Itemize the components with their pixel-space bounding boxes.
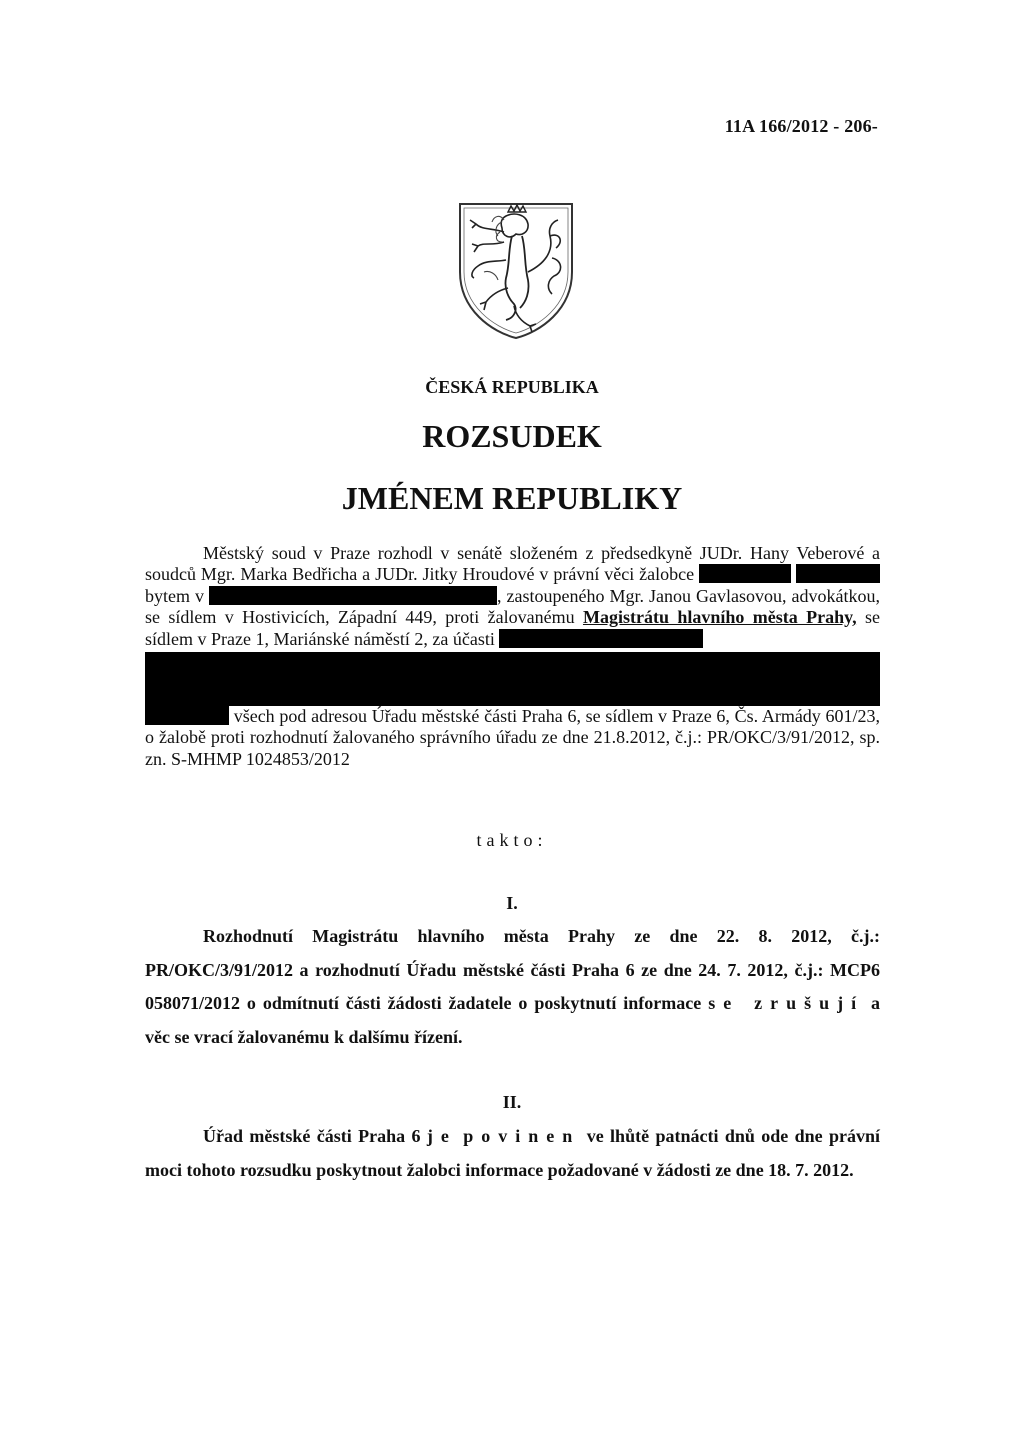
section-2-spaced-povinen: povinen [463,1126,581,1146]
intro-text-representation: , zastoupeného Mgr. Janou Gavlasovou, advokátkou, se sídlem v Hostivicích, Západní 449, proti žalovanému [145,585,881,628]
redaction-participants-end [145,706,229,725]
section-1-decision-tail: a věc se vrací žalovanému k dalšímu řízení. [145,993,881,1047]
takto-label: takto: [476,830,548,850]
intro-text-defendant-seat: se sídlem v Praze 1, Mariánské náměstí 2, za účasti [145,607,881,649]
intro-text-address-and-subject: všech pod adresou Úřadu městské části Praha 6, se sídlem v Praze 6, Čs. Armády 601/23, o žalobě proti rozhodnutí žalovaného správního úřadu ze dne 21.8.2012, č.j.: PR/OKC/3/91/2012, sp. zn. S-MHMP 1024853/2012 [145,706,881,769]
section-1-verdict-spaced: se zrušují [708,993,865,1013]
section-2-spaced-je: je [426,1126,457,1146]
document-subtitle: JMÉNEM REPUBLIKY [341,480,683,516]
defendant-name: Magistrátu hlavního města Prahy, [582,607,857,628]
intro-text-bytem: bytem v [145,585,205,606]
intro-text-court: Městský soud v Praze rozhodl v senátě složeném z předsedkyně JUDr. Hany Veberové a soudců Mgr. Marka Bedřicha a JUDr. Jitky Hroudové v právní věci žalobce [145,543,880,585]
section-2-obligation-text: ve lhůtě patnácti dnů ode dne právní moci tohoto rozsudku poskytnout žalobci informace požadované v žádosti ze dne 18. 7. 2012. [145,1126,881,1180]
case-reference: 11A 166/2012 - 206- [724,116,878,136]
section-2-authority: Úřad městské části Praha 6 [203,1126,421,1146]
redaction-plaintiff-name [699,564,791,583]
redaction-block [145,652,880,706]
document-title: ROZSUDEK [422,418,602,454]
redaction-address [209,586,497,605]
section-2-text [145,1120,880,1187]
intro-paragraph [145,543,880,770]
section-1-text [145,920,880,1054]
section-2-number: II. [502,1092,522,1112]
redaction-plaintiff-name-2 [796,564,880,583]
section-1-number: I. [506,893,518,913]
czech-coat-of-arms-icon [456,202,576,340]
country-name: ČESKÁ REPUBLIKA [425,377,599,397]
redaction-participants [499,629,703,648]
section-1-decision-text: Rozhodnutí Magistrátu hlavního města Prahy ze dne 22. 8. 2012, č.j.: PR/OKC/3/91/2012 a rozhodnutí Úřadu městské části Praha 6 ze dne 24. 7. 2012, č.j.: MCP6 058071/2012 o odmítnutí části žádosti žadatele o poskytnutí informace [145,926,880,1013]
